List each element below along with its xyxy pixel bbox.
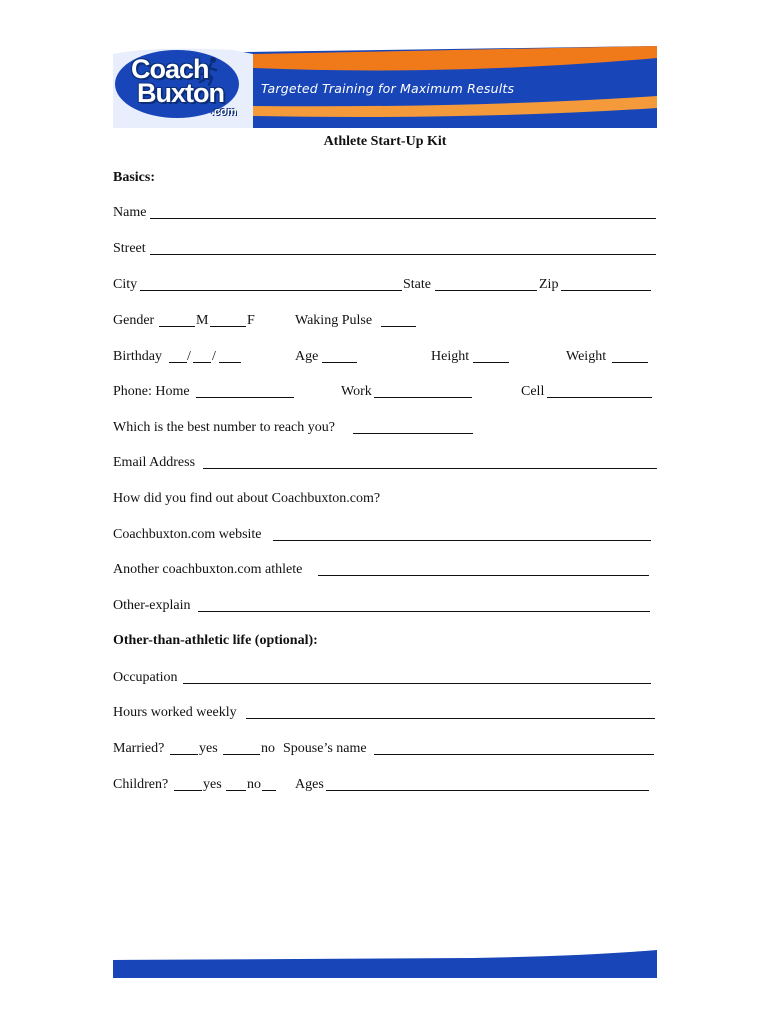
birthday-year-field[interactable]: [219, 362, 241, 363]
ages-field[interactable]: [326, 790, 649, 791]
zip-field[interactable]: [561, 290, 651, 291]
birthday-slash-1: /: [187, 349, 191, 364]
children-yes-label: yes: [203, 777, 222, 792]
logo-com-text: .com: [211, 106, 237, 118]
logo-buxton-text: Buxton: [137, 78, 224, 108]
street-label: Street: [113, 241, 146, 256]
married-yes-label: yes: [199, 741, 218, 756]
city-field[interactable]: [140, 290, 402, 291]
occupation-label: Occupation: [113, 670, 178, 685]
married-yes-field[interactable]: [170, 754, 198, 755]
gender-m-label: M: [196, 313, 209, 328]
birthday-slash-2: /: [212, 349, 216, 364]
another-athlete-field[interactable]: [318, 575, 649, 576]
cell-phone-field[interactable]: [547, 397, 652, 398]
work-phone-field[interactable]: [374, 397, 472, 398]
age-field[interactable]: [322, 362, 357, 363]
best-number-label: Which is the best number to reach you?: [113, 420, 335, 435]
married-no-label: no: [261, 741, 275, 756]
phone-home-field[interactable]: [196, 397, 294, 398]
age-label: Age: [295, 349, 319, 364]
best-number-field[interactable]: [353, 433, 473, 434]
gender-m-field[interactable]: [159, 326, 195, 327]
cell-label: Cell: [521, 384, 545, 399]
name-field[interactable]: [150, 218, 656, 219]
hours-worked-label: Hours worked weekly: [113, 705, 237, 720]
occupation-field[interactable]: [183, 683, 651, 684]
section-other-life-heading: Other-than-athletic life (optional):: [113, 633, 318, 648]
email-label: Email Address: [113, 455, 196, 470]
ages-label: Ages: [295, 777, 324, 792]
another-athlete-label: Another coachbuxton.com athlete: [113, 562, 303, 577]
married-label: Married?: [113, 741, 165, 756]
gender-f-field[interactable]: [210, 326, 246, 327]
section-basics-heading: Basics:: [113, 170, 155, 185]
children-no-blank[interactable]: [262, 790, 276, 791]
state-field[interactable]: [435, 290, 537, 291]
website-label: Coachbuxton.com website: [113, 527, 262, 542]
spouse-name-field[interactable]: [374, 754, 654, 755]
children-label: Children?: [113, 777, 169, 792]
other-explain-field[interactable]: [198, 611, 650, 612]
street-field[interactable]: [150, 254, 656, 255]
height-label: Height: [431, 349, 470, 364]
birthday-day-field[interactable]: [193, 362, 211, 363]
hours-worked-field[interactable]: [246, 718, 655, 719]
banner-tagline: Targeted Training for Maximum Results: [261, 81, 515, 96]
weight-field[interactable]: [612, 362, 648, 363]
waking-pulse-label: Waking Pulse: [295, 313, 373, 328]
children-no-field[interactable]: [226, 790, 246, 791]
married-no-field[interactable]: [223, 754, 260, 755]
waking-pulse-field[interactable]: [381, 326, 416, 327]
header-banner: [113, 46, 657, 128]
page-title: Athlete Start-Up Kit: [323, 134, 447, 149]
city-label: City: [113, 277, 138, 292]
spouse-name-label: Spouse’s name: [283, 741, 367, 756]
other-explain-label: Other-explain: [113, 598, 191, 613]
how-find-label: How did you find out about Coachbuxton.com?: [113, 491, 381, 506]
gender-label: Gender: [113, 313, 155, 328]
birthday-month-field[interactable]: [169, 362, 187, 363]
website-field[interactable]: [273, 540, 651, 541]
email-field[interactable]: [203, 468, 657, 469]
gender-f-label: F: [247, 313, 255, 328]
birthday-label: Birthday: [113, 349, 162, 364]
work-label: Work: [341, 384, 372, 399]
name-label: Name: [113, 205, 147, 220]
logo-coach-text: Coach: [131, 54, 209, 84]
footer-bar: [113, 950, 657, 978]
height-field[interactable]: [473, 362, 509, 363]
zip-label: Zip: [539, 277, 559, 292]
state-label: State: [403, 277, 431, 292]
children-yes-field[interactable]: [174, 790, 202, 791]
weight-label: Weight: [566, 349, 607, 364]
phone-home-label: Phone: Home: [113, 384, 190, 399]
children-no-label: no: [247, 777, 261, 792]
